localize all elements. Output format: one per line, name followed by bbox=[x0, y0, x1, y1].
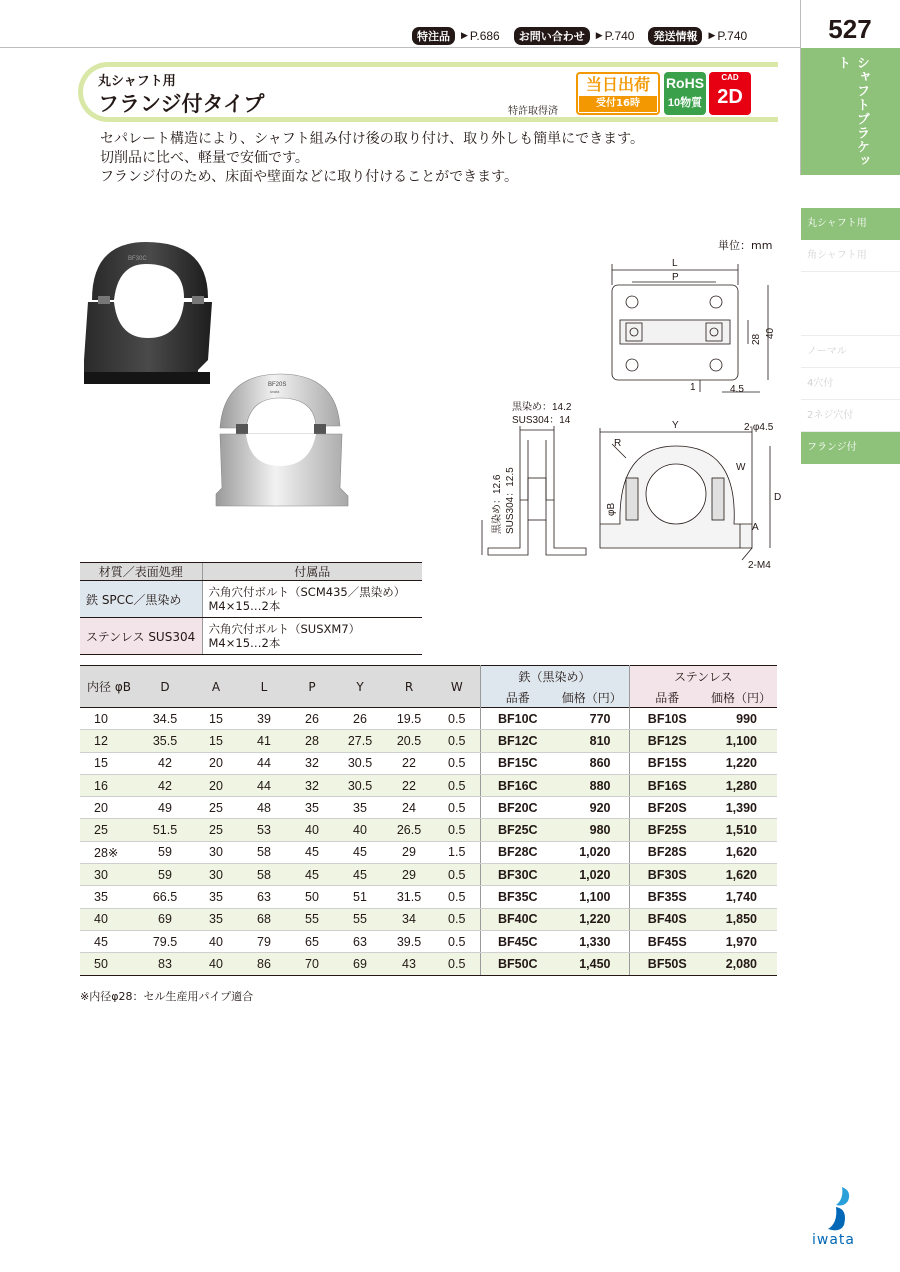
col-Y: Y bbox=[336, 666, 384, 708]
cell-P: 45 bbox=[288, 864, 336, 886]
table-row bbox=[80, 953, 777, 975]
cell-W: 0.5 bbox=[434, 864, 480, 886]
cell-iron-price: 860 bbox=[555, 752, 629, 774]
col-inner-diameter: 内径 φB bbox=[80, 666, 138, 708]
ref-custom[interactable] bbox=[412, 27, 500, 45]
table-row bbox=[80, 841, 777, 863]
cell-Y: 35 bbox=[336, 797, 384, 819]
cell-iron-price: 770 bbox=[555, 708, 629, 730]
cell-Y: 55 bbox=[336, 908, 384, 930]
cell-P: 26 bbox=[288, 708, 336, 730]
cell-L: 58 bbox=[240, 864, 288, 886]
cell-stainless-price: 1,620 bbox=[705, 864, 777, 886]
cell-iron-price: 1,020 bbox=[555, 864, 629, 886]
dim-W: W bbox=[736, 462, 746, 473]
cell-stainless-part: BF16S bbox=[629, 774, 705, 796]
cell-W: 0.5 bbox=[434, 752, 480, 774]
cell-iron-price: 810 bbox=[555, 730, 629, 752]
cell-L: 48 bbox=[240, 797, 288, 819]
cell-D: 42 bbox=[138, 752, 192, 774]
intro-text bbox=[100, 130, 644, 187]
rohs-badge bbox=[664, 72, 706, 115]
cell-stainless-price: 1,100 bbox=[705, 730, 777, 752]
black-bracket-photo bbox=[80, 240, 220, 390]
cell-iron-part: BF28C bbox=[480, 841, 555, 863]
dim-hole: 2-φ4.5 bbox=[744, 422, 774, 433]
ref-page: P.740 bbox=[717, 29, 748, 43]
accessory-cell bbox=[202, 581, 422, 618]
cell-stainless-part: BF40S bbox=[629, 908, 705, 930]
col-L: L bbox=[240, 666, 288, 708]
table-row bbox=[80, 886, 777, 908]
cell-Y: 27.5 bbox=[336, 730, 384, 752]
cell-inner-diameter: 45 bbox=[80, 930, 138, 952]
material-row bbox=[80, 581, 422, 618]
title-category: 丸シャフト用 bbox=[98, 74, 176, 89]
logo-wordmark: iwata bbox=[812, 1232, 855, 1248]
cell-iron-part: BF16C bbox=[480, 774, 555, 796]
cell-P: 45 bbox=[288, 841, 336, 863]
cell-stainless-part: BF28S bbox=[629, 841, 705, 863]
cell-iron-part: BF15C bbox=[480, 752, 555, 774]
cell-stainless-part: BF20S bbox=[629, 797, 705, 819]
cell-P: 40 bbox=[288, 819, 336, 841]
cell-iron-price: 1,220 bbox=[555, 908, 629, 930]
cell-stainless-part: BF15S bbox=[629, 752, 705, 774]
col-accessory: 付属品 bbox=[202, 563, 422, 581]
material-table bbox=[80, 562, 422, 655]
cell-D: 79.5 bbox=[138, 930, 192, 952]
footnote: ※内径φ28：セル生産用パイプ適合 bbox=[80, 990, 254, 1003]
cell-D: 59 bbox=[138, 841, 192, 863]
cad-badge[interactable] bbox=[709, 72, 751, 115]
side-nav-round-shaft[interactable]: 丸シャフト用 bbox=[801, 208, 900, 240]
cell-stainless-price: 1,280 bbox=[705, 774, 777, 796]
cell-P: 32 bbox=[288, 774, 336, 796]
section-tab[interactable] bbox=[801, 48, 900, 175]
accessory-line: 六角穴付ボルト（SUSXM7） bbox=[208, 622, 361, 636]
cell-R: 34 bbox=[384, 908, 434, 930]
intro-line: フランジ付のため、床面や壁面などに取り付けることができます。 bbox=[100, 169, 518, 185]
cell-P: 28 bbox=[288, 730, 336, 752]
cell-P: 35 bbox=[288, 797, 336, 819]
dim-40: 40 bbox=[765, 327, 776, 339]
cell-L: 58 bbox=[240, 841, 288, 863]
cell-iron-price: 880 bbox=[555, 774, 629, 796]
cell-R: 22 bbox=[384, 752, 434, 774]
side-nav-flange[interactable]: フランジ付 bbox=[801, 432, 900, 464]
cell-Y: 51 bbox=[336, 886, 384, 908]
cell-Y: 63 bbox=[336, 930, 384, 952]
ref-page: P.686 bbox=[469, 29, 500, 43]
cell-inner-diameter: 16 bbox=[80, 774, 138, 796]
cell-R: 24 bbox=[384, 797, 434, 819]
col-P: P bbox=[288, 666, 336, 708]
triangle-right-icon: ▶ bbox=[595, 31, 603, 41]
table-row bbox=[80, 708, 777, 730]
cell-W: 0.5 bbox=[434, 730, 480, 752]
cell-R: 19.5 bbox=[384, 708, 434, 730]
table-row bbox=[80, 864, 777, 886]
cell-stainless-price: 1,740 bbox=[705, 886, 777, 908]
cell-W: 0.5 bbox=[434, 708, 480, 730]
header-rule bbox=[0, 47, 800, 48]
cell-W: 0.5 bbox=[434, 774, 480, 796]
reference-links bbox=[412, 27, 761, 45]
col-stainless-part: 品番 bbox=[629, 688, 705, 708]
cell-W: 0.5 bbox=[434, 953, 480, 975]
cell-inner-diameter: 10 bbox=[80, 708, 138, 730]
cell-A: 35 bbox=[192, 886, 240, 908]
cell-inner-diameter: 20 bbox=[80, 797, 138, 819]
cell-D: 59 bbox=[138, 864, 192, 886]
cell-iron-price: 1,330 bbox=[555, 930, 629, 952]
cell-L: 79 bbox=[240, 930, 288, 952]
cell-P: 55 bbox=[288, 908, 336, 930]
cell-stainless-price: 2,080 bbox=[705, 953, 777, 975]
cell-inner-diameter: 15 bbox=[80, 752, 138, 774]
col-iron-price: 価格（円） bbox=[555, 688, 629, 708]
material-cell: ステンレス SUS304 bbox=[80, 618, 202, 655]
ref-inquiry[interactable] bbox=[514, 27, 635, 45]
cell-iron-part: BF50C bbox=[480, 953, 555, 975]
cell-D: 66.5 bbox=[138, 886, 192, 908]
technical-drawings bbox=[440, 252, 790, 582]
cell-A: 35 bbox=[192, 908, 240, 930]
material-cell: 鉄 SPCC／黒染め bbox=[80, 581, 202, 618]
cell-A: 25 bbox=[192, 819, 240, 841]
cell-iron-price: 1,450 bbox=[555, 953, 629, 975]
intro-line: 切削品に比べ、軽量で安価です。 bbox=[100, 150, 309, 166]
cell-stainless-price: 1,970 bbox=[705, 930, 777, 952]
silver-bracket-photo bbox=[210, 370, 360, 510]
cell-W: 0.5 bbox=[434, 930, 480, 952]
dim-B: φB bbox=[606, 502, 617, 516]
patent-note: 特許取得済 bbox=[508, 106, 558, 117]
cell-A: 15 bbox=[192, 730, 240, 752]
cell-D: 34.5 bbox=[138, 708, 192, 730]
cell-iron-price: 1,100 bbox=[555, 886, 629, 908]
cell-L: 68 bbox=[240, 908, 288, 930]
dim-D: D bbox=[774, 492, 782, 503]
side-nav-square-shaft[interactable]: 角シャフト用 bbox=[801, 240, 900, 272]
dim-Y: Y bbox=[672, 420, 679, 431]
cell-R: 20.5 bbox=[384, 730, 434, 752]
ref-tag: お問い合わせ bbox=[514, 27, 590, 45]
cell-iron-part: BF30C bbox=[480, 864, 555, 886]
cell-iron-part: BF35C bbox=[480, 886, 555, 908]
cell-stainless-part: BF45S bbox=[629, 930, 705, 952]
accessory-line: M4×15…2本 bbox=[208, 599, 281, 613]
side-black-width: 黒染め：14.2 bbox=[512, 402, 572, 413]
cell-stainless-part: BF25S bbox=[629, 819, 705, 841]
cell-D: 35.5 bbox=[138, 730, 192, 752]
cell-R: 31.5 bbox=[384, 886, 434, 908]
cell-iron-part: BF40C bbox=[480, 908, 555, 930]
cell-P: 70 bbox=[288, 953, 336, 975]
cell-A: 40 bbox=[192, 930, 240, 952]
side-nav-normal[interactable]: ノーマル bbox=[801, 336, 900, 368]
cell-stainless-part: BF30S bbox=[629, 864, 705, 886]
cell-A: 25 bbox=[192, 797, 240, 819]
cell-stainless-part: BF10S bbox=[629, 708, 705, 730]
col-A: A bbox=[192, 666, 240, 708]
cell-Y: 45 bbox=[336, 864, 384, 886]
cell-R: 26.5 bbox=[384, 819, 434, 841]
dim-28: 28 bbox=[751, 333, 762, 345]
same-day-badge bbox=[576, 72, 660, 115]
spec-table bbox=[80, 665, 777, 976]
material-row bbox=[80, 618, 422, 655]
dim-R: R bbox=[614, 438, 622, 449]
cell-L: 44 bbox=[240, 774, 288, 796]
cell-Y: 30.5 bbox=[336, 752, 384, 774]
cell-W: 1.5 bbox=[434, 841, 480, 863]
cell-L: 44 bbox=[240, 752, 288, 774]
cell-Y: 40 bbox=[336, 819, 384, 841]
cell-stainless-price: 1,620 bbox=[705, 841, 777, 863]
side-black-height: 黒染め：12.6 bbox=[492, 474, 503, 534]
dim-1: 1 bbox=[690, 382, 696, 393]
cell-Y: 45 bbox=[336, 841, 384, 863]
cell-W: 0.5 bbox=[434, 797, 480, 819]
photo-label: BF20S bbox=[268, 382, 287, 388]
cell-iron-part: BF12C bbox=[480, 730, 555, 752]
accessory-line: M4×15…2本 bbox=[208, 636, 281, 650]
col-iron-part: 品番 bbox=[480, 688, 555, 708]
cell-A: 40 bbox=[192, 953, 240, 975]
cell-A: 20 bbox=[192, 774, 240, 796]
dim-L: L bbox=[672, 258, 678, 269]
table-row bbox=[80, 730, 777, 752]
cell-P: 50 bbox=[288, 886, 336, 908]
cell-iron-price: 980 bbox=[555, 819, 629, 841]
cell-iron-part: BF20C bbox=[480, 797, 555, 819]
cell-stainless-price: 990 bbox=[705, 708, 777, 730]
cell-iron-price: 1,020 bbox=[555, 841, 629, 863]
cell-L: 53 bbox=[240, 819, 288, 841]
cell-R: 29 bbox=[384, 864, 434, 886]
accessory-line: 六角穴付ボルト（SCM435／黒染め） bbox=[208, 585, 406, 599]
cell-A: 15 bbox=[192, 708, 240, 730]
cell-R: 43 bbox=[384, 953, 434, 975]
ref-page: P.740 bbox=[604, 29, 635, 43]
dim-P: P bbox=[672, 272, 679, 283]
cell-D: 49 bbox=[138, 797, 192, 819]
cell-L: 63 bbox=[240, 886, 288, 908]
cell-inner-diameter: 40 bbox=[80, 908, 138, 930]
cell-iron-part: BF45C bbox=[480, 930, 555, 952]
cell-inner-diameter: 50 bbox=[80, 953, 138, 975]
rohs-sub: 10物質 bbox=[667, 97, 703, 109]
cell-inner-diameter: 35 bbox=[80, 886, 138, 908]
unit-label: 単位：mm bbox=[718, 239, 773, 252]
cell-inner-diameter: 25 bbox=[80, 819, 138, 841]
table-row bbox=[80, 930, 777, 952]
ref-shipping[interactable] bbox=[648, 27, 747, 45]
photo-label: BF30C bbox=[128, 256, 147, 262]
accessory-cell bbox=[202, 618, 422, 655]
cell-R: 39.5 bbox=[384, 930, 434, 952]
cell-stainless-price: 1,850 bbox=[705, 908, 777, 930]
side-nav-4holes[interactable]: 4穴付 bbox=[801, 368, 900, 400]
cell-W: 0.5 bbox=[434, 819, 480, 841]
cell-W: 0.5 bbox=[434, 886, 480, 908]
col-R: R bbox=[384, 666, 434, 708]
table-row bbox=[80, 774, 777, 796]
cell-stainless-part: BF50S bbox=[629, 953, 705, 975]
cell-A: 20 bbox=[192, 752, 240, 774]
ref-tag: 特注品 bbox=[412, 27, 455, 45]
intro-line: セパレート構造により、シャフト組み付け後の取り付け、取り外しも簡単にできます。 bbox=[100, 131, 645, 147]
dim-45: 4.5 bbox=[730, 384, 744, 395]
cell-stainless-price: 1,390 bbox=[705, 797, 777, 819]
cell-L: 39 bbox=[240, 708, 288, 730]
cell-stainless-part: BF35S bbox=[629, 886, 705, 908]
cell-R: 22 bbox=[384, 774, 434, 796]
cell-P: 65 bbox=[288, 930, 336, 952]
side-nav-spacer bbox=[801, 272, 900, 336]
spec-table-body bbox=[80, 708, 777, 976]
cell-D: 42 bbox=[138, 774, 192, 796]
triangle-right-icon: ▶ bbox=[461, 31, 468, 41]
cell-stainless-part: BF12S bbox=[629, 730, 705, 752]
rohs-label: RoHS bbox=[665, 75, 705, 91]
col-stainless-price: 価格（円） bbox=[705, 688, 777, 708]
cell-iron-part: BF10C bbox=[480, 708, 555, 730]
table-row bbox=[80, 819, 777, 841]
cell-A: 30 bbox=[192, 864, 240, 886]
col-D: D bbox=[138, 666, 192, 708]
same-day-cutoff: 受付16時 bbox=[579, 96, 657, 112]
table-row bbox=[80, 797, 777, 819]
table-row bbox=[80, 752, 777, 774]
col-group-stainless: ステンレス bbox=[629, 666, 777, 688]
cell-inner-diameter: 28※ bbox=[80, 841, 138, 863]
cell-Y: 69 bbox=[336, 953, 384, 975]
col-material: 材質／表面処理 bbox=[80, 563, 202, 581]
cell-D: 83 bbox=[138, 953, 192, 975]
side-nav-2tapped[interactable]: 2ネジ穴付 bbox=[801, 400, 900, 432]
side-sus-width: SUS304：14 bbox=[512, 415, 571, 426]
cell-Y: 30.5 bbox=[336, 774, 384, 796]
cell-P: 32 bbox=[288, 752, 336, 774]
cell-stainless-price: 1,220 bbox=[705, 752, 777, 774]
cell-iron-price: 920 bbox=[555, 797, 629, 819]
cell-L: 41 bbox=[240, 730, 288, 752]
photo-sublabel: iwata bbox=[270, 389, 280, 394]
cell-W: 0.5 bbox=[434, 908, 480, 930]
cell-R: 29 bbox=[384, 841, 434, 863]
cell-inner-diameter: 30 bbox=[80, 864, 138, 886]
side-sus-height: SUS304：12.5 bbox=[505, 467, 516, 534]
page-number: 527 bbox=[828, 14, 872, 44]
col-W: W bbox=[434, 666, 480, 708]
triangle-right-icon: ▶ bbox=[708, 31, 716, 41]
cell-L: 86 bbox=[240, 953, 288, 975]
side-nav bbox=[801, 208, 900, 464]
cell-inner-diameter: 12 bbox=[80, 730, 138, 752]
dim-A: A bbox=[752, 522, 759, 533]
cell-A: 30 bbox=[192, 841, 240, 863]
cell-stainless-price: 1,510 bbox=[705, 819, 777, 841]
iwata-logo-icon bbox=[818, 1185, 862, 1233]
col-group-iron: 鉄（黒染め） bbox=[480, 666, 629, 688]
table-row bbox=[80, 908, 777, 930]
ref-tag: 発送情報 bbox=[648, 27, 702, 45]
section-tab-label: シャフトブラケット bbox=[835, 56, 869, 168]
cell-D: 69 bbox=[138, 908, 192, 930]
dim-M4: 2-M4 bbox=[748, 560, 771, 571]
same-day-label: 当日出荷 bbox=[585, 75, 650, 94]
cad-label: CAD bbox=[721, 73, 739, 82]
cad-sub: 2D bbox=[717, 86, 743, 108]
page-title: フランジ付タイプ bbox=[98, 92, 265, 116]
cell-iron-part: BF25C bbox=[480, 819, 555, 841]
cell-Y: 26 bbox=[336, 708, 384, 730]
cell-D: 51.5 bbox=[138, 819, 192, 841]
